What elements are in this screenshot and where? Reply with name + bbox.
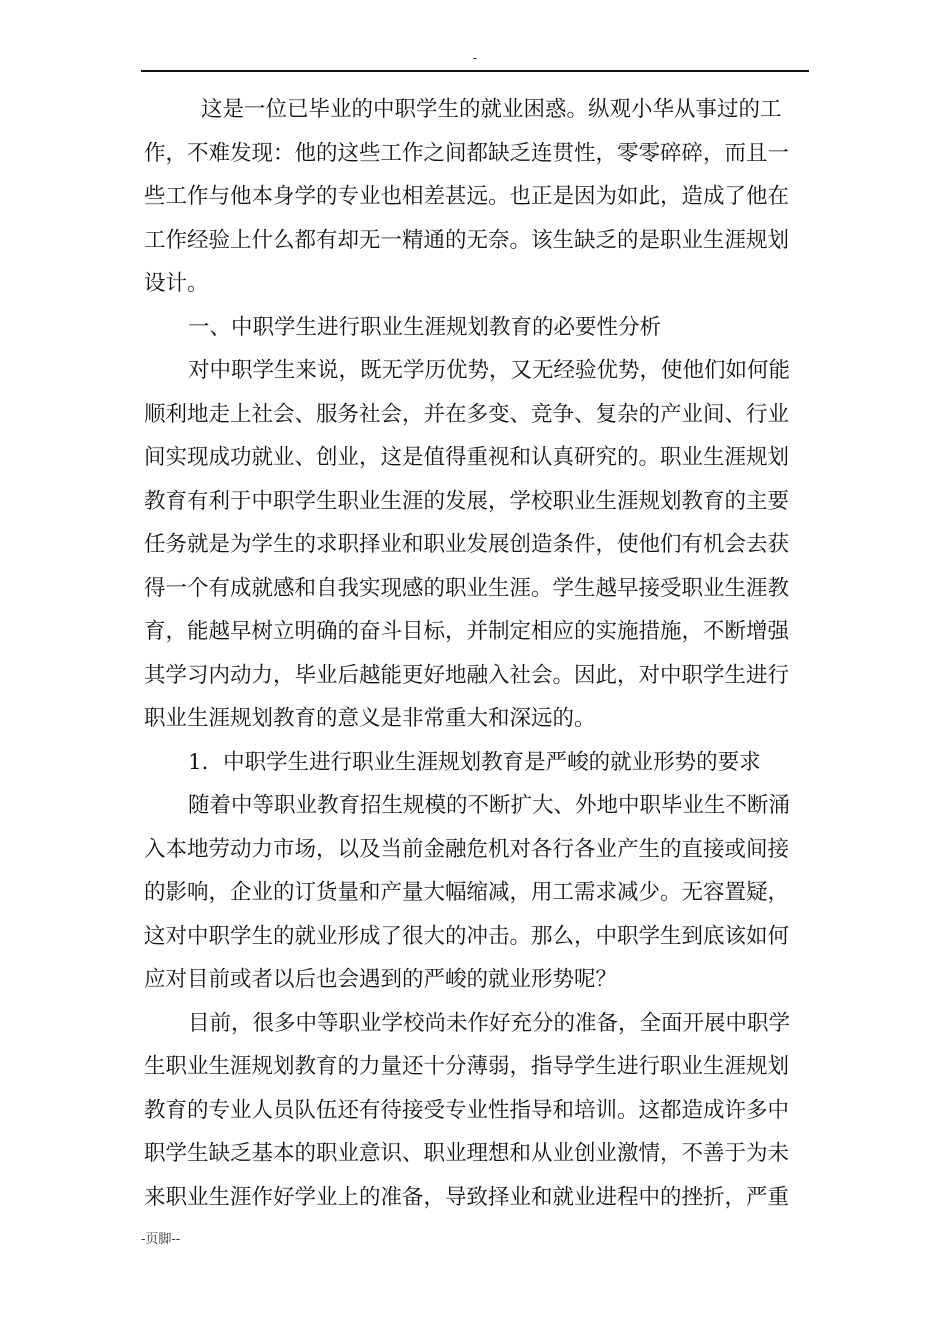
paragraph-line: 对中职学生来说，既无学历优势，又无经验优势，使他们如何能	[188, 358, 791, 383]
paragraph-line: 这对中职学生的就业形成了很大的冲击。那么，中职学生到底该如何	[144, 923, 790, 949]
paragraph-line: 这是一位已毕业的中职学生的就业困惑。纵观小华从事过的工	[201, 97, 782, 122]
paragraph-line: 得一个有成就感和自我实现感的职业生涯。学生越早接受职业生涯教	[144, 575, 790, 601]
paragraph-line: 设计。	[144, 271, 209, 296]
subsection-heading: 1．中职学生进行职业生涯规划教育是严峻的就业形势的要求	[188, 749, 761, 775]
paragraph-line: 任务就是为学生的求职择业和职业发展创造条件，使他们有机会去获	[144, 532, 790, 557]
page-footer-mark: -页脚--	[141, 1232, 181, 1247]
paragraph-line: 职学生缺乏基本的职业意识、职业理想和从业创业激情，不善于为未	[144, 1141, 790, 1166]
paragraph-line: 入本地劳动力市场，以及当前金融危机对各行各业产生的直接或间接	[144, 836, 790, 862]
paragraph-line: 来职业生涯作好学业上的准备，导致择业和就业进程中的挫折，严重	[144, 1184, 790, 1210]
paragraph-line: 顺利地走上社会、服务社会，并在多变、竞争、复杂的产业间、行业	[144, 401, 790, 427]
paragraph-line: 职业生涯规划教育的意义是非常重大和深远的。	[144, 706, 596, 731]
section-heading: 一、中职学生进行职业生涯规划教育的必要性分析	[188, 314, 662, 340]
paragraph-line: 间实现成功就业、创业，这是值得重视和认真研究的。职业生涯规划	[144, 445, 790, 470]
page-header-mark: -	[472, 51, 478, 66]
paragraph-line: 随着中等职业教育招生规模的不断扩大、外地中职毕业生不断涌	[188, 793, 791, 818]
paragraph-line: 目前，很多中等职业学校尚未作好充分的准备，全面开展中职学	[188, 1010, 791, 1036]
header-divider	[141, 70, 809, 72]
paragraph-line: 应对目前或者以后也会遇到的严峻的就业形势呢？	[144, 967, 618, 992]
paragraph-line: 工作经验上什么都有却无一精通的无奈。该生缺乏的是职业生涯规划	[144, 227, 790, 253]
paragraph-line: 的影响，企业的订货量和产量大幅缩减，用工需求减少。无容置疑，	[144, 880, 790, 905]
paragraph-line: 些工作与他本身学的专业也相差甚远。也正是因为如此，造成了他在	[144, 184, 790, 209]
paragraph-line: 育，能越早树立明确的奋斗目标，并制定相应的实施措施，不断增强	[144, 619, 790, 644]
paragraph-line: 其学习内动力，毕业后越能更好地融入社会。因此，对中职学生进行	[144, 662, 790, 688]
paragraph-line: 作，不难发现：他的这些工作之间都缺乏连贯性，零零碎碎，而且一	[144, 140, 790, 166]
paragraph-line: 教育的专业人员队伍还有待接受专业性指导和培训。这都造成许多中	[144, 1097, 790, 1123]
paragraph-line: 教育有利于中职学生职业生涯的发展，学校职业生涯规划教育的主要	[144, 488, 790, 514]
paragraph-line: 生职业生涯规划教育的力量还十分薄弱，指导学生进行职业生涯规划	[144, 1054, 790, 1079]
document-body	[144, 88, 814, 1219]
